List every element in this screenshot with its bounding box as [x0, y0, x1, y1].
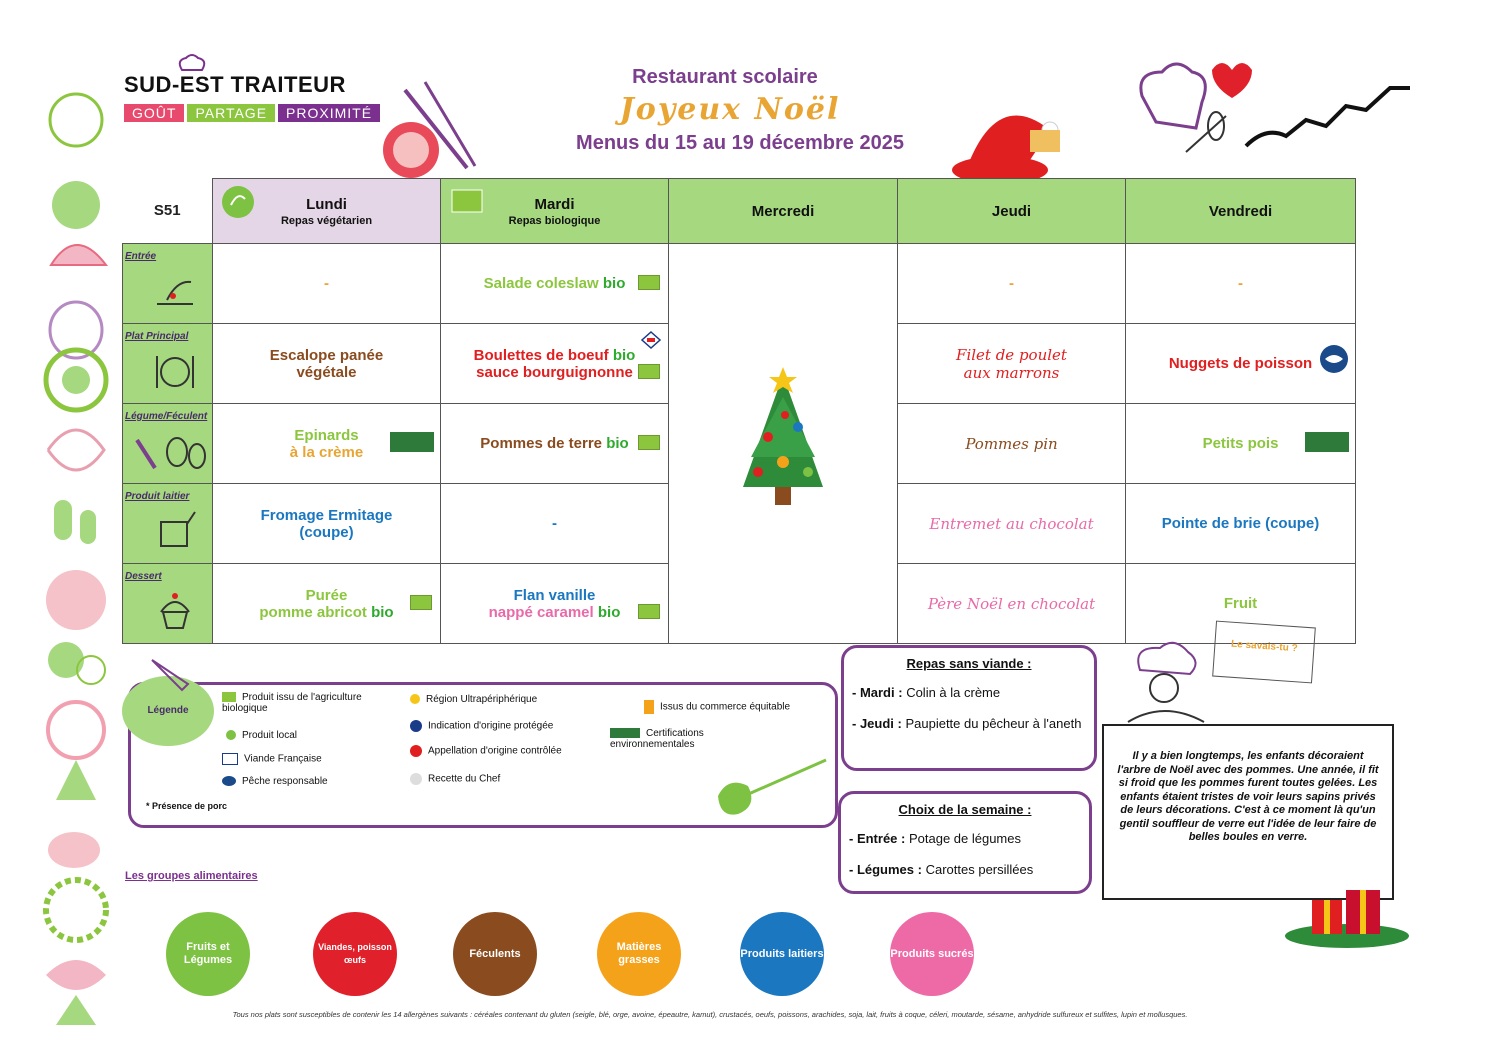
- day-header-vendredi: Vendredi: [1126, 179, 1356, 244]
- chef-recipe-icon: [410, 773, 422, 785]
- dish-line-2: aux marrons: [963, 363, 1060, 382]
- legend-item-igp: [410, 720, 553, 732]
- meatless-mardi: [852, 685, 1086, 700]
- legend-title: Légende: [122, 676, 214, 746]
- cell-entree-mardi: [441, 244, 669, 324]
- dish-line-1: Boulettes de boeuf: [473, 346, 609, 364]
- weekly-choice-legumes: [849, 862, 1081, 877]
- day-name-lundi: Lundi: [306, 195, 347, 213]
- cell-laitier-vendredi: Pointe de brie (coupe): [1126, 484, 1356, 564]
- week-number: S51: [153, 202, 181, 220]
- brand-name: SUD-EST TRAITEUR: [124, 72, 346, 97]
- weekly-choice-entree: [849, 831, 1081, 846]
- category-entree: [123, 244, 213, 324]
- bio-label: bio: [371, 603, 394, 621]
- meatless-dish: Colin à la crème: [906, 685, 1001, 700]
- dish-line-2: pomme abricot: [259, 603, 367, 621]
- choice-dish: Potage de légumes: [908, 831, 1021, 846]
- dish-line-1: Fromage Ermitage: [260, 506, 393, 524]
- bio-label: bio: [597, 603, 621, 621]
- legend-item-equitable: [644, 700, 790, 714]
- cell-entree-jeudi: -: [898, 244, 1126, 324]
- bio-label: bio: [612, 346, 636, 364]
- category-dessert: [123, 564, 213, 644]
- santa-hat-decoration-icon: [940, 100, 1080, 190]
- weekly-choice-box: [838, 791, 1092, 894]
- christmas-story: Il y a bien longtemps, les enfants décoraient l'arbre de Noël avec des pommes. Une année, il fit si froid que les pommes furent toutes gelées. Les enfants étaient tristes de voir leurs sapins privés de leurs décorations. C'est à ce moment là qu'un gentil souffleur de verre eut l'idée de leur faire de belles boules en verre.: [1102, 724, 1394, 900]
- food-group-produits-laitiers: Produits laitiers: [740, 912, 824, 996]
- plate-cutlery-icon: [153, 350, 197, 390]
- category-label: Légume/Féculent: [125, 411, 208, 422]
- legend-item-chef: [410, 773, 500, 785]
- day-sub-mardi: Repas biologique: [508, 214, 601, 227]
- category-laitier: [123, 484, 213, 564]
- category-label: Entrée: [125, 251, 157, 262]
- dish-line-1: Filet de poulet: [956, 345, 1067, 364]
- legend-item-env: [610, 728, 770, 750]
- brand-tags: [124, 104, 380, 122]
- dish-label: Salade coleslaw: [483, 275, 599, 292]
- cell-plat-lundi: [213, 324, 441, 404]
- legend-label: Pêche responsable: [242, 776, 328, 787]
- did-you-know-label: Le savais-tu ?: [1212, 621, 1316, 684]
- dish-line-2: à la crème: [289, 443, 364, 461]
- legend-item-bio: [222, 692, 392, 714]
- day-name-mardi: Mardi: [534, 195, 575, 213]
- choice-dish: Carottes persillées: [925, 862, 1034, 877]
- environmental-certification-icon: [1305, 432, 1349, 452]
- chef-girl-icon: [1124, 640, 1214, 724]
- cell-legume-vendredi: [1126, 404, 1356, 484]
- header-dates: Menus du 15 au 19 décembre 2025: [576, 132, 904, 154]
- responsible-fishing-icon: [222, 776, 236, 786]
- meatless-label: - Mardi :: [852, 685, 903, 700]
- milk-pot-icon: [153, 510, 197, 550]
- dish-line-2: (coupe): [299, 523, 354, 541]
- vegetables-decoration: [36, 90, 116, 1030]
- bio-label: bio: [606, 435, 629, 452]
- meatless-title: Repas sans viande :: [906, 656, 1032, 671]
- day-header-lundi: [213, 179, 441, 244]
- cell-dessert-vendredi: Fruit: [1126, 564, 1356, 644]
- eu-organic-icon: [638, 604, 660, 619]
- cupcake-icon: [153, 590, 197, 630]
- cell-mercredi-closed: [669, 244, 898, 644]
- environmental-certification-icon: [390, 432, 434, 452]
- eu-organic-icon: [222, 692, 236, 702]
- weekly-choice-title: Choix de la semaine :: [898, 802, 1032, 817]
- chef-hat-logo-icon: [176, 54, 210, 74]
- legend-label: Viande Française: [244, 753, 322, 765]
- food-group-feculents: Féculents: [453, 912, 537, 996]
- cell-laitier-mardi: -: [441, 484, 669, 564]
- hand-dish-icon: [153, 270, 197, 310]
- legend-label: Certifications environnementales: [610, 728, 704, 750]
- cell-dessert-jeudi: Père Noël en chocolat: [898, 564, 1126, 644]
- cell-legume-lundi: [213, 404, 441, 484]
- brand-tag-gout: GOÛT: [124, 104, 184, 122]
- menu-table: [122, 178, 1355, 623]
- legend-label: Produit local: [242, 730, 298, 741]
- dish-line-2: sauce bourguignonne: [476, 363, 633, 381]
- cell-entree-lundi: -: [213, 244, 441, 324]
- day-sub-lundi: Repas végétarien: [280, 214, 373, 227]
- pgi-icon: [410, 720, 422, 732]
- fair-trade-icon: [644, 700, 654, 714]
- food-group-viandes: Viandes, poisson œufs: [313, 912, 397, 996]
- category-label: Dessert: [125, 571, 162, 582]
- eu-organic-icon: [638, 364, 660, 379]
- chef-sleigh-decoration-icon: [1136, 56, 1416, 166]
- cell-dessert-lundi: [213, 564, 441, 644]
- food-group-fruits-legumes: Fruits et Légumes: [166, 912, 250, 996]
- aoc-icon: [410, 745, 422, 757]
- cell-laitier-lundi: [213, 484, 441, 564]
- responsible-fishing-icon: [1317, 344, 1351, 374]
- legend-label: Recette du Chef: [428, 773, 501, 785]
- legend-label: Produit issu de l'agriculture biologique: [222, 692, 362, 714]
- food-groups-title: Les groupes alimentaires: [125, 870, 258, 882]
- legend-item-rup: [410, 694, 537, 705]
- christmas-gifts-icon: [1282, 880, 1412, 950]
- dish-line-2: végétale: [296, 363, 357, 381]
- category-plat: [123, 324, 213, 404]
- food-group-matieres-grasses: Matières grasses: [597, 912, 681, 996]
- meatless-dish: Paupiette du pêcheur à l'aneth: [905, 716, 1082, 731]
- environmental-certification-icon: [610, 728, 640, 738]
- brand-tag-partage: PARTAGE: [187, 104, 275, 122]
- cell-legume-mardi: [441, 404, 669, 484]
- category-label: Plat Principal: [125, 331, 189, 342]
- ultraperipheral-region-icon: [410, 694, 420, 704]
- eu-organic-icon: [451, 189, 483, 213]
- french-meat-icon: [640, 330, 662, 350]
- dish-line-2: nappé caramel: [488, 603, 594, 621]
- meatless-jeudi: [852, 716, 1086, 731]
- meatless-box: [841, 645, 1097, 771]
- cell-entree-vendredi: -: [1126, 244, 1356, 324]
- christmas-tree-icon: [723, 367, 843, 517]
- dish-line-1: Purée: [305, 586, 348, 604]
- dish-line-1: Flan vanille: [513, 586, 596, 604]
- legend-label: Région Ultrapériphérique: [426, 694, 538, 705]
- brand-tag-proximite: PROXIMITÉ: [278, 104, 380, 122]
- legend-item-viande: [222, 753, 322, 765]
- bio-label: bio: [602, 275, 626, 292]
- pen-nib-icon: [148, 656, 192, 700]
- potato-leek-icon: [133, 430, 207, 470]
- cell-dessert-mardi: [441, 564, 669, 644]
- legend-pork-note: * Présence de porc: [146, 801, 228, 811]
- eu-organic-icon: [410, 595, 432, 610]
- cell-plat-jeudi: [898, 324, 1126, 404]
- pomegranate-cutlery-icon: [375, 60, 495, 180]
- legend-label: Appellation d'origine contrôlée: [428, 745, 562, 757]
- french-meat-icon: [222, 753, 238, 765]
- legend-label: Indication d'origine protégée: [428, 720, 554, 732]
- day-header-mardi: [441, 179, 669, 244]
- header-joyeux-noel: Joyeux Noël: [619, 92, 841, 127]
- legend-item-local: [226, 730, 297, 741]
- cell-plat-mardi: [441, 324, 669, 404]
- cell-plat-vendredi: [1126, 324, 1356, 404]
- fork-salad-icon: [708, 756, 832, 820]
- legend-item-peche: [222, 776, 328, 787]
- category-legume: [123, 404, 213, 484]
- dish-label: Petits pois: [1202, 435, 1279, 452]
- cell-legume-jeudi: Pommes pin: [898, 404, 1126, 484]
- dish-label: Pommes de terre: [480, 435, 603, 452]
- local-product-icon: [226, 730, 236, 740]
- vegetarian-icon: [221, 185, 255, 219]
- cell-laitier-jeudi: Entremet au chocolat: [898, 484, 1126, 564]
- day-header-jeudi: Jeudi: [898, 179, 1126, 244]
- choice-label: - Légumes :: [849, 862, 922, 877]
- header-restaurant: Restaurant scolaire: [632, 66, 818, 88]
- legend-item-aoc: [410, 745, 562, 757]
- day-header-mercredi: Mercredi: [669, 179, 898, 244]
- meatless-label: - Jeudi :: [852, 716, 902, 731]
- food-group-produits-sucres: Produits sucrés: [890, 912, 974, 996]
- eu-organic-icon: [638, 435, 660, 450]
- legend-label: Issus du commerce équitable: [660, 701, 791, 713]
- choice-label: - Entrée :: [849, 831, 906, 846]
- allergen-footer: Tous nos plats sont susceptibles de contenir les 14 allergènes suivants : céréales contenant du gluten (seigle, blé, orge, avoine, épeautre, kamut), crustacés, oeufs, poissons, arachides, soja, lait, fruits à coque, céleri, moutarde, sésame, anhydride sulfureux et sulfites, lupin et mollusques.: [232, 1010, 1188, 1019]
- dish-label: Nuggets de poisson: [1168, 355, 1313, 372]
- eu-organic-icon: [638, 275, 660, 290]
- dish-line-1: Epinards: [294, 426, 359, 444]
- dish-line-1: Escalope panée: [269, 346, 384, 364]
- category-label: Produit laitier: [125, 491, 190, 502]
